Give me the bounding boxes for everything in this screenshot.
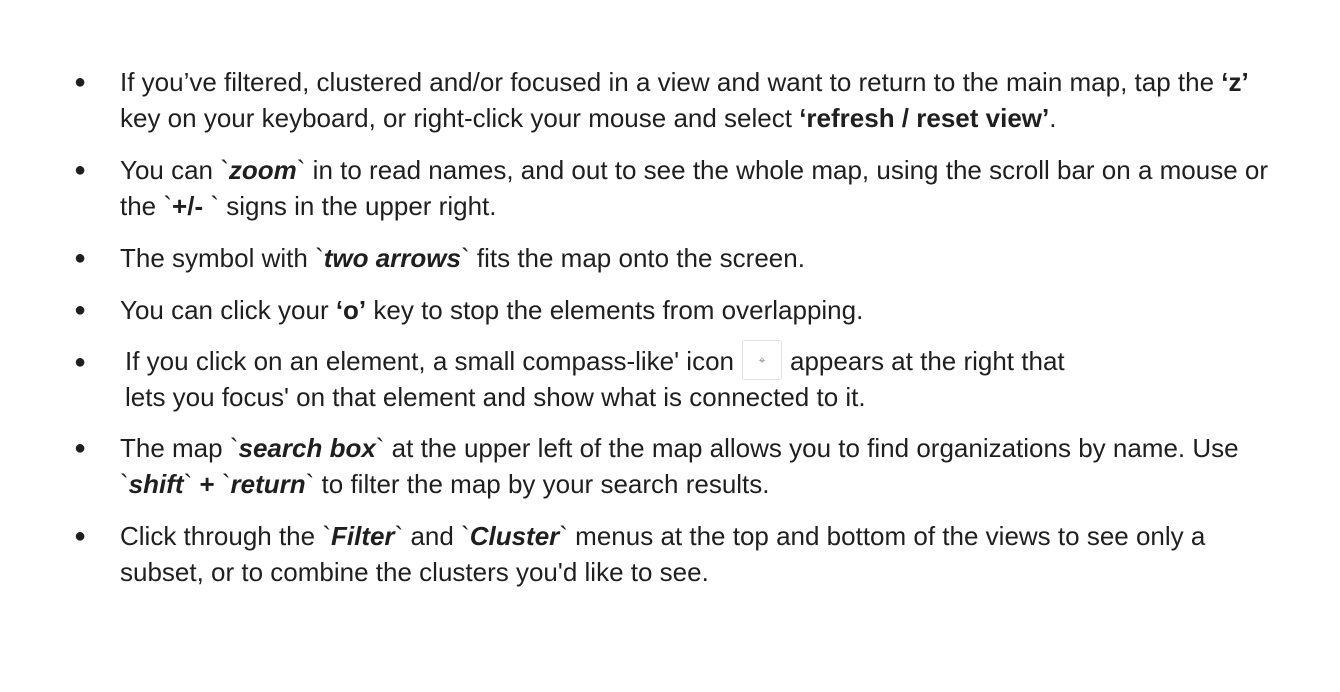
item-text: ` bbox=[183, 469, 200, 500]
item-text: Click through the ` bbox=[120, 521, 331, 552]
compass-icon bbox=[742, 340, 782, 380]
bullet-icon: ● bbox=[74, 351, 87, 373]
list-item-reset-view bbox=[0, 64, 1340, 136]
list-item-two-arrows bbox=[0, 240, 1340, 276]
item-text: ` fits the map onto the screen. bbox=[460, 243, 805, 273]
item-text: ` and ` bbox=[394, 521, 470, 552]
cluster-term: Cluster bbox=[469, 521, 560, 552]
list-item-search-box bbox=[0, 430, 1340, 502]
item-text: ` at the upper left of the map allows you to find organizations by name. Use ` bbox=[120, 433, 1239, 500]
shift-term: shift bbox=[128, 469, 184, 500]
list-item-zoom bbox=[0, 152, 1340, 224]
item-text: If you click on an element, a small compass-like' icon bbox=[125, 346, 734, 376]
bullet-icon: ● bbox=[74, 525, 87, 548]
item-text: ` signs in the upper right. bbox=[203, 191, 497, 221]
item-text: ` menus at the top and bottom of the views to see only a subset, or to combine the clusters you'd like to see. bbox=[120, 521, 1206, 588]
bullet-icon: ● bbox=[74, 247, 87, 269]
plus-minus-term: +/- bbox=[172, 191, 204, 221]
filter-term: Filter bbox=[330, 521, 395, 552]
item-text: key on your keyboard, or right-click your mouse and select bbox=[120, 103, 800, 133]
instructions-list bbox=[0, 64, 1340, 606]
key-z: ‘z’ bbox=[1221, 67, 1249, 97]
key-o: ‘o’ bbox=[335, 295, 367, 325]
item-text: appears at the right that bbox=[790, 346, 1065, 376]
item-text: lets you focus' on that element and show what is connected to it. bbox=[125, 382, 866, 413]
two-arrows-term: two arrows bbox=[323, 243, 461, 273]
item-text: ` bbox=[214, 469, 231, 500]
item-text: If you’ve filtered, clustered and/or focused in a view and want to return to the main map, tap the bbox=[120, 67, 1222, 97]
item-text: The symbol with ` bbox=[120, 243, 324, 273]
item-text: You can click your bbox=[120, 295, 336, 325]
list-item-focus bbox=[0, 344, 1340, 414]
search-box-term: search box bbox=[238, 433, 376, 464]
zoom-term: zoom bbox=[228, 155, 297, 185]
bullet-icon: ● bbox=[74, 299, 87, 321]
refresh-reset-view-label: ‘refresh / reset view’ bbox=[799, 103, 1050, 133]
item-text: ` to filter the map by your search results. bbox=[305, 469, 770, 500]
bullet-icon: ● bbox=[74, 71, 87, 93]
item-text: The map ` bbox=[120, 433, 239, 464]
item-text: . bbox=[1049, 103, 1057, 133]
item-text: You can ` bbox=[120, 155, 229, 185]
return-term: return bbox=[230, 469, 306, 500]
bullet-icon: ● bbox=[74, 159, 87, 181]
list-item-filter-cluster bbox=[0, 518, 1340, 590]
list-item-overlap bbox=[0, 292, 1340, 328]
plus-term: + bbox=[199, 469, 215, 500]
compass-glyph: ⌖ bbox=[758, 353, 766, 368]
item-text: ` in to read names, and out to see the whole map, using the scroll bar on a mouse or the ` bbox=[120, 155, 1269, 221]
item-text: key to stop the elements from overlapping. bbox=[366, 295, 864, 325]
bullet-icon: ● bbox=[74, 437, 87, 460]
